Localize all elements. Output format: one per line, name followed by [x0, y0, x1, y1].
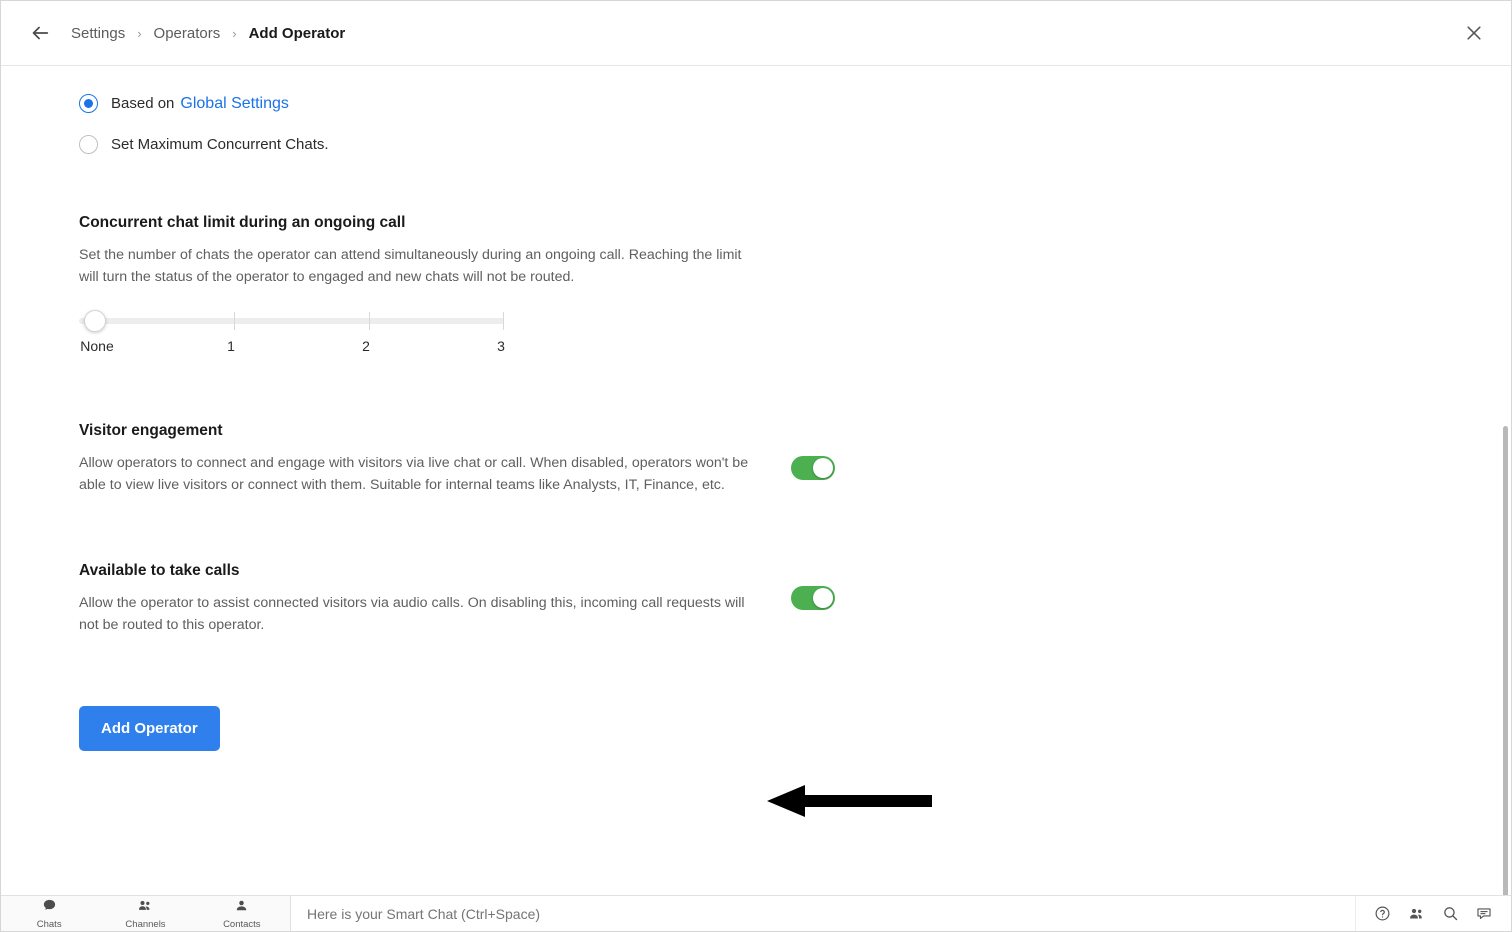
contact-icon: [234, 898, 249, 918]
radio-option-max-concurrent[interactable]: [79, 135, 1511, 154]
section-description-visitor-engagement: Allow operators to connect and engage with visitors via live chat or call. When disabled, operators won't be able to view live visitors or connect with them. Suitable for internal teams like Analysts, IT, Finance, etc.: [79, 455, 749, 493]
footer-tab-bar: [1, 896, 291, 931]
slider-label-none: None: [80, 338, 114, 354]
footer-tab-label-chats: Chats: [36, 918, 62, 930]
footer-tab-label-channels: Channels: [125, 918, 166, 930]
slider-handle[interactable]: [84, 310, 106, 332]
breadcrumb-item-settings[interactable]: Settings: [71, 24, 126, 42]
concurrent-chat-limit-section: [79, 214, 1511, 360]
radio-label-max: Set Maximum Concurrent Chats.: [111, 136, 329, 153]
arrow-left-icon[interactable]: [27, 20, 53, 46]
people-icon: [137, 898, 153, 918]
breadcrumb-item-add-operator: Add Operator: [248, 24, 346, 42]
section-title-visitor-engagement: Visitor engagement: [79, 422, 223, 439]
add-operator-button[interactable]: Add Operator: [79, 706, 220, 751]
slider-tick-labels: [79, 338, 504, 360]
breadcrumb-item-operators[interactable]: Operators: [153, 24, 221, 42]
visitor-engagement-toggle[interactable]: [791, 456, 835, 480]
slider-label-2: 2: [362, 338, 370, 354]
radio-indicator-global[interactable]: [79, 94, 98, 113]
footer-tab-label-contacts: Contacts: [223, 918, 261, 930]
visitor-engagement-section: [79, 422, 1511, 496]
vertical-scrollbar[interactable]: [1503, 426, 1508, 896]
app-footer: [1, 895, 1511, 931]
footer-icon-group: [1355, 896, 1511, 931]
section-title-chat-limit: Concurrent chat limit during an ongoing call: [79, 214, 406, 231]
toggle-knob: [813, 458, 833, 478]
footer-tab-chats[interactable]: [1, 898, 97, 930]
slider-label-3: 3: [497, 338, 505, 354]
people-icon[interactable]: [1407, 905, 1426, 922]
slider-label-1: 1: [227, 338, 235, 354]
chat-history-icon[interactable]: [1475, 905, 1493, 922]
available-to-take-calls-toggle[interactable]: [791, 586, 835, 610]
settings-body: [1, 66, 1511, 896]
section-description-available-calls: Allow the operator to assist connected visitors via audio calls. On disabling this, incoming call requests will not be routed to this operator.: [79, 595, 745, 633]
search-icon[interactable]: [1442, 905, 1459, 922]
smart-chat-bar[interactable]: [291, 896, 1355, 931]
toggle-knob: [813, 588, 833, 608]
slider-track[interactable]: [79, 318, 504, 324]
slider-tick-1: [234, 312, 235, 330]
section-title-available-calls: Available to take calls: [79, 562, 240, 579]
radio-option-global-settings[interactable]: [79, 94, 1511, 113]
help-icon[interactable]: [1374, 905, 1391, 922]
chat-bubble-icon: [42, 898, 57, 918]
available-to-take-calls-section: [79, 562, 1511, 636]
chat-limit-slider[interactable]: [79, 318, 504, 360]
slider-tick-2: [369, 312, 370, 330]
breadcrumb: [71, 25, 345, 42]
smart-chat-input[interactable]: [305, 905, 1355, 923]
radio-indicator-max[interactable]: [79, 135, 98, 154]
footer-tab-contacts[interactable]: [194, 898, 290, 930]
breadcrumb-separator: ›: [232, 25, 237, 41]
window-header: [1, 1, 1511, 66]
section-description-chat-limit: Set the number of chats the operator can attend simultaneously during an ongoing call. Reaching the limit will turn the status of the operator to engaged and new chats will not be routed.: [79, 247, 742, 285]
global-settings-link[interactable]: Global Settings: [180, 94, 289, 112]
close-icon[interactable]: [1461, 20, 1487, 46]
slider-tick-3: [503, 312, 504, 330]
breadcrumb-separator: ›: [137, 25, 142, 41]
annotation-arrow-icon: [767, 779, 932, 823]
footer-tab-channels[interactable]: [97, 898, 193, 930]
radio-label-global: Based on: [111, 95, 175, 112]
